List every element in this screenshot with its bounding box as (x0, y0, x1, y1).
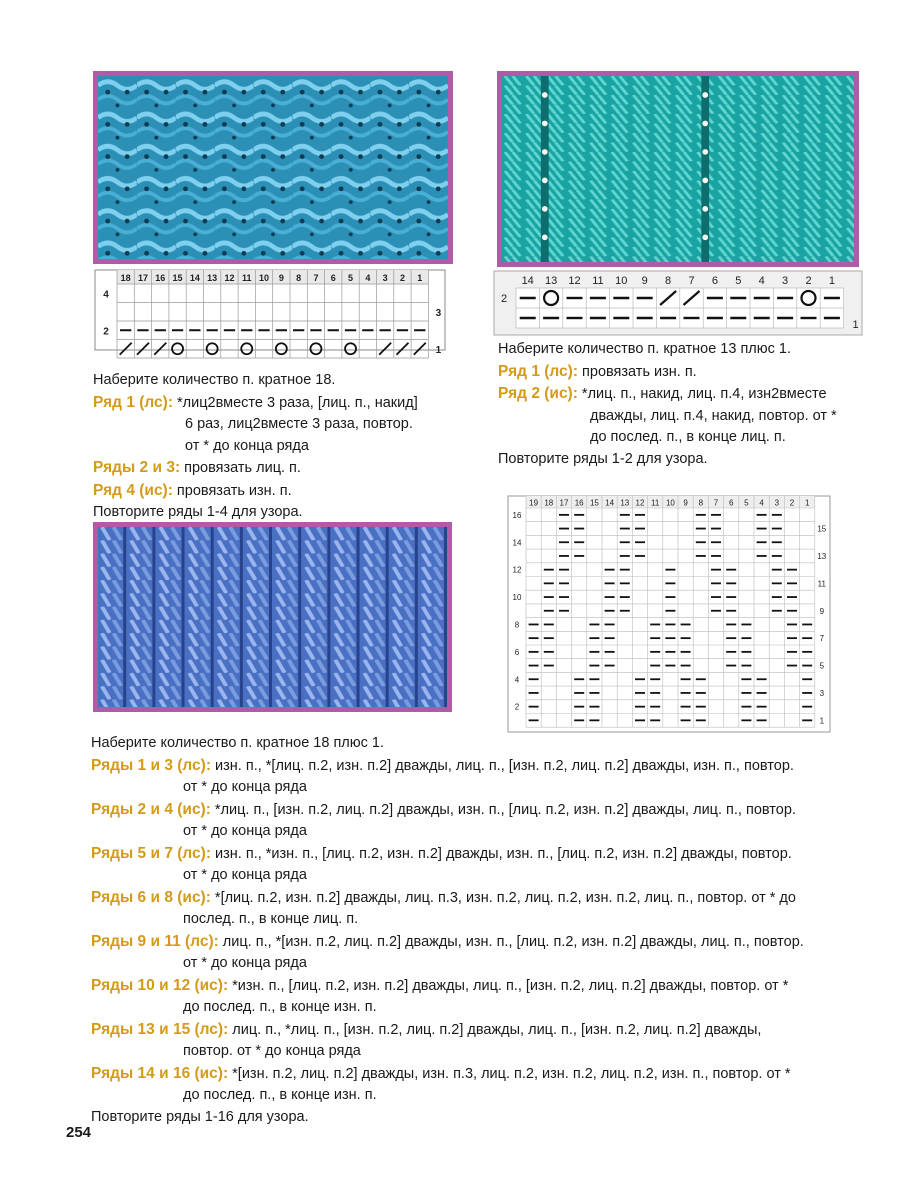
row-label: Ряды 6 и 8 (ис): (91, 888, 211, 906)
page-number: 254 (66, 1124, 92, 1141)
col-number: 3 (382, 273, 388, 283)
row-text: от * до конца ряда (185, 437, 309, 454)
col-number: 9 (641, 275, 648, 287)
row-text: от * до конца ряда (183, 823, 307, 839)
row-number: 2 (103, 326, 109, 338)
col-number: 17 (137, 273, 148, 283)
row-text: дважды, лиц. п.4, накид, повтор. от * (590, 407, 837, 424)
row-number: 5 (819, 661, 825, 671)
row-text: лиц. п., *[изн. п.2, лиц. п.2] дважды, изн. п., [лиц. п.2, изн. п.2] дважды, лиц. п., повтор. (222, 933, 804, 950)
row-number: 4 (514, 675, 520, 685)
row-text: от * до конца ряда (183, 867, 307, 883)
row-label: Ряды 9 и 11 (лс): (91, 932, 219, 950)
chart-pattern-b (494, 271, 862, 335)
row-number: 6 (514, 647, 520, 657)
col-number: 6 (728, 498, 734, 508)
row-text: *[изн. п.2, лиц. п.2] дважды, изн. п.3, лиц. п.2, изн. п.2, лиц. п.2, изн. п., повтор. от * (232, 1065, 791, 1082)
col-number: 11 (241, 273, 252, 283)
row-label: Ряд 1 (лс): (498, 362, 578, 380)
col-number: 8 (296, 273, 302, 283)
col-number: 3 (774, 498, 780, 508)
cast-on-text: Наберите количество п. кратное 18 плюс 1. (91, 735, 385, 751)
col-number: 8 (665, 275, 672, 287)
row-number: 9 (819, 606, 825, 616)
stitch-photo-eyelet-rib (497, 71, 859, 267)
repeat-text: Повторите ряды 1-2 для узора. (498, 450, 708, 467)
col-number: 10 (665, 498, 675, 508)
row-number: 1 (852, 319, 859, 331)
col-number: 10 (615, 275, 628, 287)
col-number: 12 (224, 273, 235, 283)
stitch-photo-wave-lace (93, 71, 453, 264)
row-number: 8 (514, 620, 520, 630)
col-number: 13 (207, 273, 218, 283)
row-text: послед. п., в конце лиц. п. (183, 911, 359, 927)
row-number: 10 (512, 593, 522, 603)
col-number: 7 (688, 275, 695, 287)
col-number: 6 (711, 275, 718, 287)
row-text: провязать изн. п. (176, 482, 292, 499)
row-number: 14 (512, 538, 522, 548)
row-text: повтор. от * до конца ряда (183, 1043, 361, 1059)
col-number: 7 (313, 273, 319, 283)
row-text: *изн. п., [лиц. п.2, изн. п.2] дважды, лиц. п., [изн. п.2, лиц. п.2] дважды, повтор. от * (232, 977, 789, 994)
row-text: *лиц2вместе 3 раза, [лиц. п., накид] (177, 394, 418, 411)
row-label: Ряд 4 (ис): (93, 481, 173, 499)
row-number: 2 (514, 702, 520, 712)
row-number: 3 (819, 688, 825, 698)
col-number: 19 (529, 498, 539, 508)
col-number: 9 (278, 273, 284, 283)
row-number: 3 (435, 307, 442, 319)
row-text: от * до конца ряда (183, 779, 307, 795)
row-label: Ряды 1 и 3 (лс): (91, 756, 211, 774)
col-number: 10 (259, 273, 270, 283)
col-number: 11 (592, 275, 604, 287)
col-number: 4 (758, 275, 765, 287)
col-number: 14 (189, 273, 200, 283)
cast-on-text: Наберите количество п. кратное 18. (93, 372, 336, 388)
row-number: 2 (500, 293, 508, 305)
col-number: 14 (605, 498, 615, 508)
col-number: 17 (559, 498, 569, 508)
col-number: 6 (330, 273, 336, 283)
col-number: 4 (759, 498, 764, 508)
col-number: 3 (782, 275, 789, 287)
row-text: *[лиц. п.2, изн. п.2] дважды, лиц. п.3, изн. п.2, лиц. п.2, изн. п.2, лиц. п., повтор. от * до (214, 889, 796, 906)
col-number: 1 (804, 498, 810, 508)
row-label: Ряды 13 и 15 (лс): (91, 1020, 229, 1038)
row-text: от * до конца ряда (183, 955, 307, 971)
row-label: Ряд 2 (ис): (498, 385, 578, 402)
row-number: 13 (817, 551, 827, 561)
row-text: провязать изн. п. (582, 363, 697, 380)
col-number: 16 (574, 498, 584, 508)
col-number: 9 (683, 498, 688, 508)
row-number: 7 (819, 634, 825, 644)
row-label: Ряды 10 и 12 (ис): (91, 976, 229, 994)
row-number: 11 (817, 579, 826, 589)
row-text: 6 раз, лиц2вместе 3 раза, повтор. (185, 416, 413, 432)
chart-pattern-c (508, 496, 830, 732)
col-number: 14 (521, 275, 534, 287)
col-number: 11 (651, 498, 660, 508)
col-number: 5 (735, 275, 742, 287)
row-label: Ряды 14 и 16 (ис): (91, 1064, 229, 1082)
row-number: 12 (512, 565, 522, 575)
col-number: 18 (544, 498, 554, 508)
repeat-text: Повторите ряды 1-16 для узора. (91, 1108, 309, 1125)
repeat-text: Повторите ряды 1-4 для узора. (93, 504, 303, 520)
row-text: изн. п., *[лиц. п.2, изн. п.2] дважды, лиц. п., [изн. п.2, лиц. п.2] дважды, изн. п., повтор. (215, 757, 794, 774)
row-number: 16 (512, 510, 522, 520)
pattern-b-instructions (498, 339, 878, 470)
row-text: провязать лиц. п. (184, 460, 301, 476)
row-text: до послед. п., в конце лиц. п. (590, 429, 786, 445)
row-text: до послед. п., в конце изн. п. (183, 1087, 377, 1103)
cast-on-text: Наберите количество п. кратное 13 плюс 1. (498, 341, 792, 357)
row-number: 1 (435, 344, 442, 356)
col-number: 2 (789, 498, 795, 508)
row-number: 15 (817, 524, 827, 534)
row-label: Ряды 5 и 7 (лс): (91, 844, 211, 862)
col-number: 2 (399, 273, 405, 283)
row-label: Ряды 2 и 3: (93, 459, 181, 476)
col-number: 15 (172, 273, 183, 283)
col-number: 1 (828, 275, 835, 287)
pattern-c-instructions (91, 733, 871, 1128)
col-number: 13 (620, 498, 630, 508)
col-number: 5 (348, 273, 354, 283)
col-number: 8 (698, 498, 704, 508)
col-number: 4 (365, 273, 371, 283)
col-number: 15 (589, 498, 599, 508)
col-number: 12 (568, 275, 581, 287)
pattern-a-instructions (93, 370, 473, 524)
row-text: *лиц. п., [изн. п.2, лиц. п.2] дважды, изн. п., [лиц. п.2, изн. п.2] дважды, лиц. п., повтор. (214, 801, 796, 818)
col-number: 5 (744, 498, 749, 508)
row-text: изн. п., *изн. п., [лиц. п.2, изн. п.2] дважды, изн. п., [лиц. п.2, изн. п.2] дважды, повтор. (215, 845, 792, 862)
col-number: 7 (713, 498, 719, 508)
row-text: до послед. п., в конце изн. п. (183, 999, 377, 1015)
col-number: 12 (635, 498, 645, 508)
col-number: 13 (544, 275, 558, 287)
stitch-photo-diagonal-rib (93, 522, 452, 712)
row-label: Ряды 2 и 4 (ис): (91, 800, 211, 818)
col-number: 2 (805, 275, 812, 287)
row-text: *лиц. п., накид, лиц. п.4, изн2вместе (581, 386, 827, 402)
chart-pattern-a (95, 270, 445, 356)
col-number: 18 (120, 273, 131, 283)
col-number: 1 (417, 273, 423, 283)
row-number: 1 (819, 716, 825, 726)
row-number: 4 (103, 289, 109, 301)
row-label: Ряд 1 (лс): (93, 393, 173, 411)
row-text: лиц. п., *лиц. п., [изн. п.2, лиц. п.2] дважды, лиц. п., [изн. п.2, лиц. п.2] дважды, (232, 1021, 762, 1038)
col-number: 16 (155, 273, 166, 283)
